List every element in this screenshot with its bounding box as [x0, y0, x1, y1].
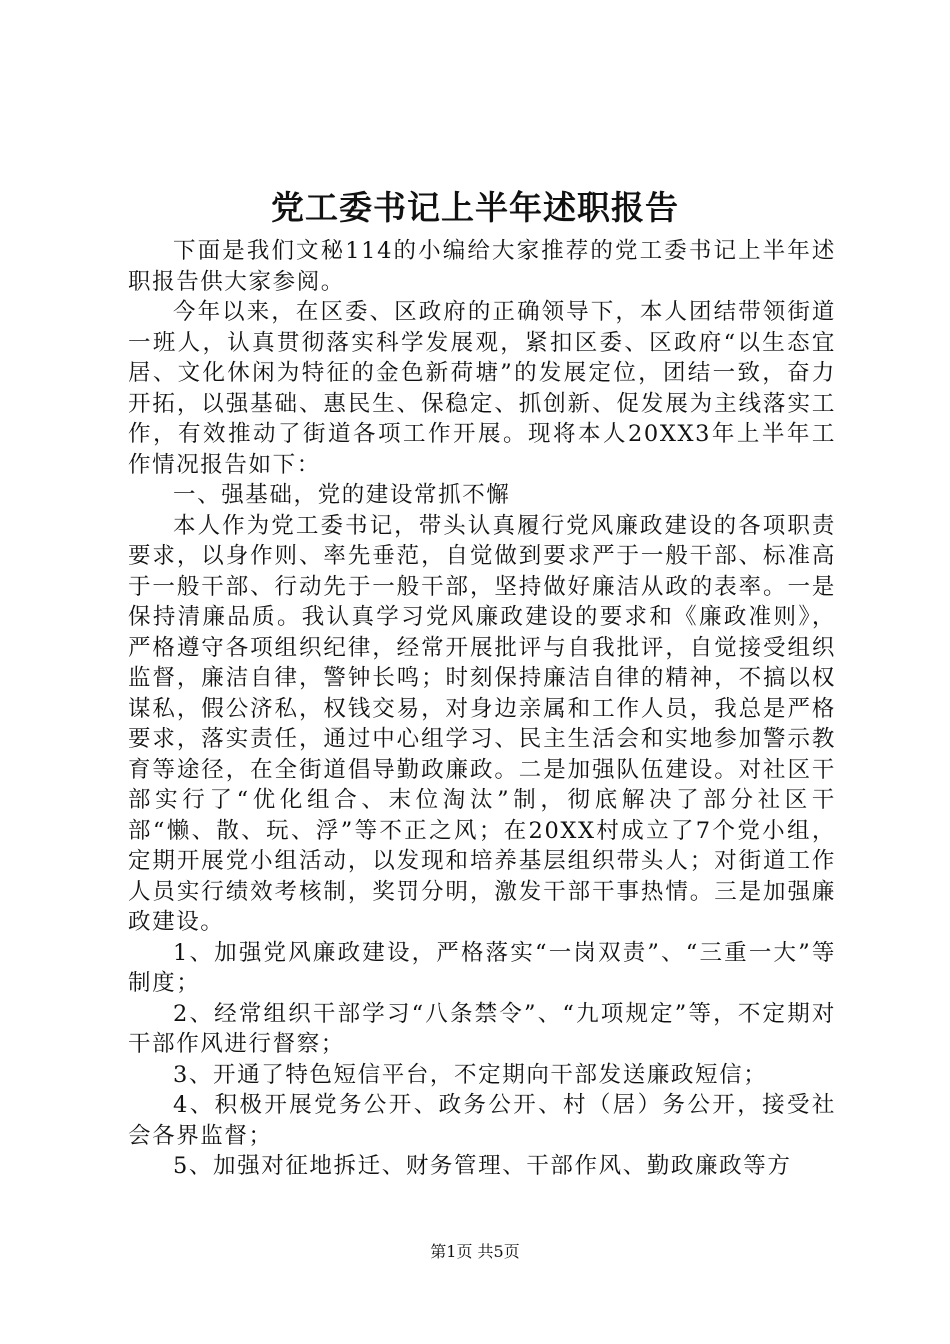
list-item-5: 5、加强对征地拆迁、财务管理、干部作风、勤政廉政等方 — [173, 1153, 792, 1179]
section-heading: 一、强基础，党的建设常抓不懈 — [173, 482, 511, 508]
paragraph-intro: 下面是我们文秘114的小编给大家推荐的党工委书记上半年述职报告供大家参阅。 — [128, 238, 836, 295]
list-item-3: 3、开通了特色短信平台，不定期向干部发送廉政短信； — [173, 1061, 768, 1088]
document-title: 党工委书记上半年述职报告 — [271, 188, 679, 227]
document-body — [128, 236, 836, 1182]
paragraph-party-building: 本人作为党工委书记，带头认真履行党风廉政建设的各项职责要求，以身作则、率先垂范，自觉做到要求严于一般干部、标准高于一般干部、行动先于一般干部，坚持做好廉洁从政的表率。一是保持清廉品质。我认真学习党风廉政建设的要求和《廉政准则》，严格遵守各项组织纪律，经常开展批评与自我批评，自觉接受组织监督，廉洁自律，警钟长鸣；时刻保持廉洁自律的精神，不搞以权谋私，假公济私，权钱交易，对身边亲属和工作人员，我总是严格要求，落实责任，通过中心组学习、民主生活会和实地参加警示教育等途径，在全街道倡导勤政廉政。二是加强队伍建设。对社区干部实行了“优化组合、末位淘汰”制，彻底解决了部分社区干部“懒、散、玩、浮”等不正之风；在20XX村成立了7个党小组，定期开展党小组活动，以发现和培养基层组织带头人；对街道工作人员实行绩效考核制，奖罚分明，激发干部干事热情。三是加强廉政建设。 — [128, 512, 836, 935]
paragraph-overview: 今年以来，在区委、区政府的正确领导下，本人团结带领街道一班人，认真贯彻落实科学发展观，紧扣区委、区政府“以生态宜居、文化休闲为特征的金色新荷塘”的发展定位，团结一致，奋力开拓，以强基础、惠民生、保稳定、抓创新、促发展为主线落实工作，有效推动了街道各项工作开展。现将本人20XX3年上半年工作情况报告如下： — [128, 299, 836, 478]
list-item-1: 1、加强党风廉政建设，严格落实“一岗双责”、“三重一大”等制度； — [128, 939, 836, 996]
page-footer: 第1页 共5页 — [430, 1242, 520, 1261]
list-item-2: 2、经常组织干部学习“八条禁令”、“九项规定”等，不定期对干部作风进行督察； — [128, 1000, 836, 1057]
list-item-4: 4、积极开展党务公开、政务公开、村（居）务公开，接受社会各界监督； — [128, 1092, 836, 1149]
